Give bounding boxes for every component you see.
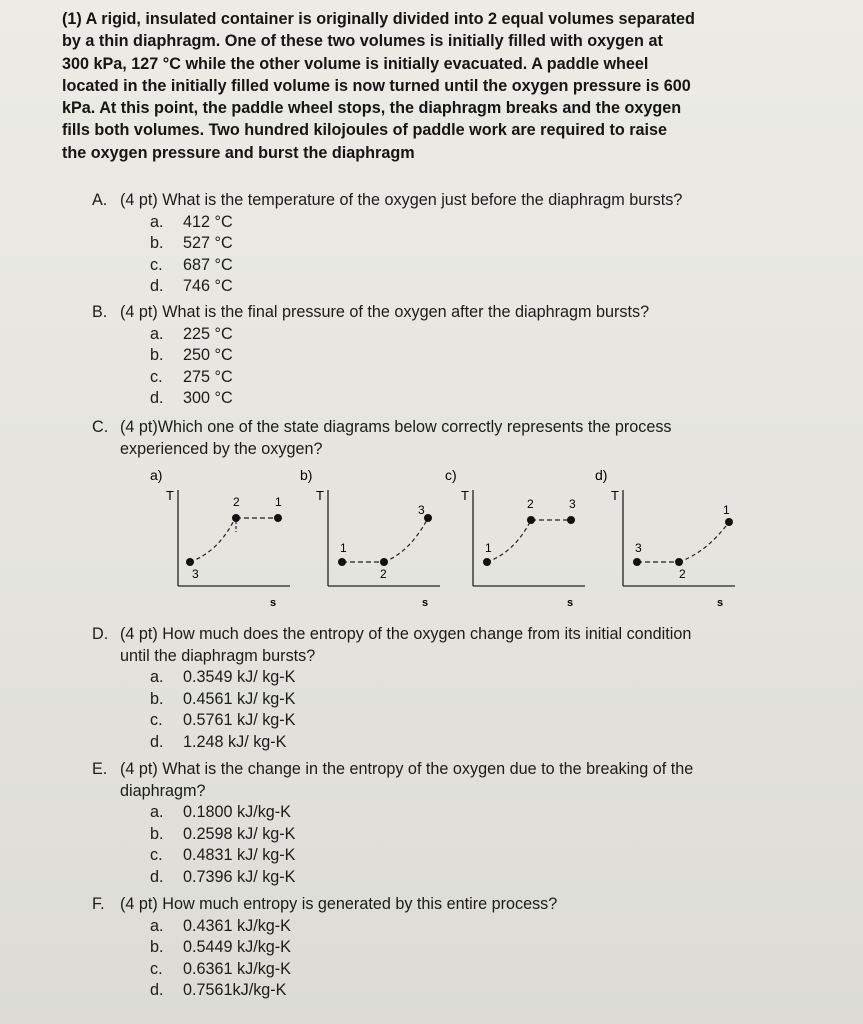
diagram-a[interactable] (150, 466, 300, 616)
state-label: 1 (723, 503, 730, 517)
answer-option[interactable] (92, 276, 832, 298)
state-label: 1 (275, 495, 282, 509)
state-label: 3 (418, 503, 425, 517)
x-axis-label: s (567, 597, 574, 609)
option-letter: d. (150, 732, 164, 751)
answer-option[interactable] (92, 388, 832, 410)
option-letter: b. (150, 689, 164, 708)
state-label: 2 (679, 567, 686, 581)
answer-option[interactable] (92, 802, 832, 824)
answer-option[interactable] (92, 937, 832, 959)
question-stem (92, 302, 832, 324)
question-f (92, 894, 832, 1002)
question-letter: B. (92, 303, 108, 321)
answer-option[interactable] (92, 710, 832, 732)
diagram-d[interactable] (595, 466, 745, 616)
diagram-label: d) (595, 467, 608, 483)
state-point (380, 558, 388, 566)
option-letter: b. (150, 234, 164, 252)
question-stem (92, 190, 832, 212)
option-text: 0.5761 kJ/ kg-K (183, 711, 296, 729)
question-letter: F. (92, 895, 105, 913)
question-text: (4 pt) What is the change in the entropy of the oxygen due to the breaking of the (120, 760, 694, 778)
state-point (274, 514, 282, 522)
question-letter: A. (92, 191, 108, 209)
option-letter: c. (150, 367, 163, 386)
answer-option[interactable] (92, 667, 832, 689)
question-letter: D. (92, 625, 109, 643)
option-text: 0.7396 kJ/ kg-K (183, 867, 296, 886)
question-a (92, 190, 832, 298)
diagram-label: a) (150, 467, 163, 483)
option-text: 0.4361 kJ/kg-K (183, 916, 291, 935)
problem-statement (62, 8, 842, 164)
ts-diagram-b (300, 466, 450, 616)
problem-line: (1) A rigid, insulated container is originally divided into 2 equal volumes separated (62, 10, 695, 28)
state-point (725, 518, 733, 526)
option-text: 0.5449 kJ/kg-K (183, 938, 291, 956)
answer-option[interactable] (92, 255, 832, 277)
process-path (190, 516, 236, 562)
y-axis-label: T (316, 488, 324, 503)
option-text: 0.4831 kJ/ kg-K (183, 846, 296, 864)
question-text: (4 pt)Which one of the state diagrams below correctly represents the process (120, 418, 672, 436)
diagram-label: b) (300, 467, 313, 483)
state-label: 3 (192, 567, 199, 581)
x-axis-label: s (270, 597, 277, 609)
answer-option[interactable] (92, 916, 832, 938)
question-stem (92, 417, 832, 439)
state-point (483, 558, 491, 566)
question-text-continued: experienced by the oxygen? (120, 439, 323, 458)
state-label: 2 (527, 497, 534, 511)
diagram-label: c) (445, 467, 457, 483)
answer-option[interactable] (92, 867, 832, 889)
state-label: 1 (340, 541, 347, 555)
process-path (487, 520, 531, 562)
option-letter: c. (150, 255, 163, 274)
option-letter: d. (150, 277, 164, 295)
question-b (92, 302, 832, 410)
answer-option[interactable] (92, 824, 832, 846)
diagram-b[interactable] (300, 466, 450, 616)
option-letter: a. (150, 916, 164, 935)
option-letter: d. (150, 389, 164, 407)
state-label: 1 (485, 541, 492, 555)
answer-options (92, 802, 832, 888)
answer-options (92, 916, 832, 1002)
option-letter: c. (150, 846, 163, 864)
cut-off-header (360, 0, 560, 4)
problem-line: 300 kPa, 127 °C while the other volume is initially evacuated. A paddle wheel (62, 54, 649, 73)
question-c (92, 417, 832, 460)
y-axis-label: T (461, 488, 469, 503)
ts-diagram-d (595, 466, 745, 616)
state-point (424, 514, 432, 522)
x-axis-label: s (422, 597, 429, 609)
option-letter: a. (150, 324, 164, 343)
option-text: 527 °C (183, 234, 233, 252)
state-point (633, 558, 641, 566)
question-text: (4 pt) How much entropy is generated by this entire process? (120, 895, 558, 913)
state-point (338, 558, 346, 566)
option-letter: a. (150, 803, 164, 821)
question-stem (92, 759, 832, 781)
problem-line: by a thin diaphragm. One of these two volumes is initially filled with oxygen at (62, 32, 663, 51)
option-text: 0.7561kJ/kg-K (183, 981, 287, 999)
option-letter: b. (150, 346, 164, 364)
question-d (92, 624, 832, 753)
option-text: 225 °C (183, 324, 233, 343)
process-path (384, 518, 428, 562)
answer-option[interactable] (92, 345, 832, 367)
option-text: 275 °C (183, 367, 233, 386)
answer-option[interactable] (92, 959, 832, 981)
option-letter: b. (150, 824, 164, 843)
question-text: (4 pt) What is the final pressure of the oxygen after the diaphragm bursts? (120, 303, 650, 321)
option-letter: a. (150, 668, 164, 686)
state-point (232, 514, 240, 522)
ts-diagram-c (445, 466, 595, 616)
state-point (675, 558, 683, 566)
option-text: 412 °C (183, 212, 233, 231)
y-axis-label: T (166, 488, 174, 503)
option-text: 1.248 kJ/ kg-K (183, 732, 287, 751)
x-axis-label: s (717, 597, 724, 609)
problem-line: located in the initially filled volume is now turned until the oxygen pressure is 600 (62, 76, 691, 95)
problem-line: the oxygen pressure and burst the diaphragm (62, 143, 415, 162)
option-letter: d. (150, 867, 164, 886)
state-label: 2 (233, 495, 240, 509)
option-letter: b. (150, 938, 164, 956)
state-point (186, 558, 194, 566)
option-letter: d. (150, 981, 164, 999)
question-text-continued: diaphragm? (120, 781, 206, 800)
answer-options (92, 324, 832, 410)
option-text: 687 °C (183, 255, 233, 274)
answer-option[interactable] (92, 324, 832, 346)
state-label: 2 (380, 567, 387, 581)
state-diagrams (150, 466, 770, 616)
option-text: 250 °C (183, 346, 233, 364)
question-text: (4 pt) What is the temperature of the oxygen just before the diaphragm bursts? (120, 191, 683, 209)
answer-options (92, 212, 832, 298)
option-text: 0.1800 kJ/kg-K (183, 803, 291, 821)
answer-option[interactable] (92, 980, 832, 1002)
answer-option[interactable] (92, 233, 832, 255)
question-letter: E. (92, 760, 108, 778)
option-letter: a. (150, 212, 164, 231)
y-axis-label: T (611, 488, 619, 503)
answer-option[interactable] (92, 689, 832, 711)
state-point (527, 516, 535, 524)
option-text: 0.2598 kJ/ kg-K (183, 824, 296, 843)
problem-line: kPa. At this point, the paddle wheel stops, the diaphragm breaks and the oxygen (62, 99, 682, 118)
option-letter: c. (150, 711, 163, 729)
option-text: 0.6361 kJ/kg-K (183, 959, 291, 978)
option-letter: c. (150, 959, 163, 978)
diagram-c[interactable] (445, 466, 595, 616)
question-stem (92, 624, 832, 646)
question-text-continued: until the diaphragm bursts? (120, 646, 316, 665)
answer-options (92, 667, 832, 753)
answer-option[interactable] (92, 732, 832, 754)
option-text: 0.4561 kJ/ kg-K (183, 689, 296, 708)
state-point (567, 516, 575, 524)
question-letter: C. (92, 418, 109, 436)
answer-option[interactable] (92, 212, 832, 234)
option-text: 0.3549 kJ/ kg-K (183, 668, 296, 686)
question-stem (92, 894, 832, 916)
process-path (679, 522, 729, 562)
ts-diagram-a (150, 466, 300, 616)
answer-option[interactable] (92, 367, 832, 389)
problem-line: fills both volumes. Two hundred kilojoules of paddle work are required to raise (62, 121, 668, 140)
state-label: 3 (635, 541, 642, 555)
question-e (92, 759, 832, 888)
option-text: 746 °C (183, 277, 233, 295)
question-text: (4 pt) How much does the entropy of the oxygen change from its initial condition (120, 625, 692, 643)
option-text: 300 °C (183, 389, 233, 407)
answer-option[interactable] (92, 845, 832, 867)
state-label: 3 (569, 497, 576, 511)
